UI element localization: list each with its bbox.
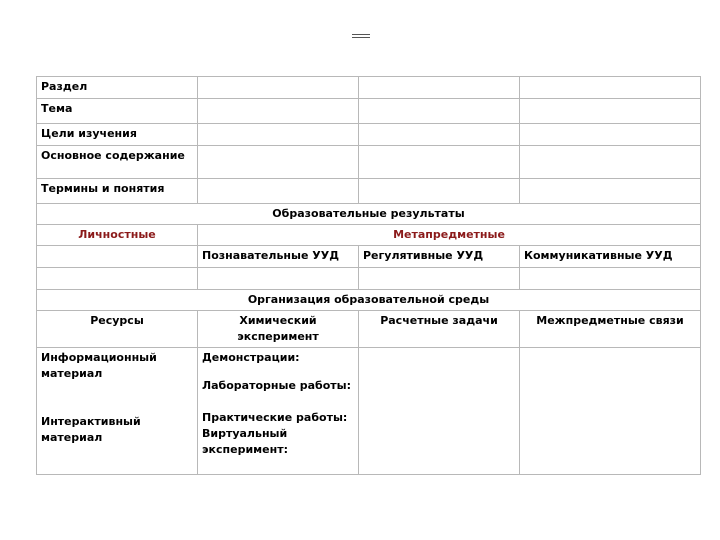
- cell-empty[interactable]: [198, 146, 359, 179]
- cell-empty[interactable]: [520, 146, 701, 179]
- cell-empty[interactable]: [520, 179, 701, 204]
- lab-works-text: Лабораторные работы:: [202, 379, 351, 392]
- row-environment-content: [37, 348, 701, 475]
- cell-empty[interactable]: [359, 99, 520, 124]
- calc-tasks-header: Расчетные задачи: [359, 311, 520, 348]
- row-celi: [37, 124, 701, 146]
- chem-experiment-cell[interactable]: [198, 348, 359, 475]
- cell-empty[interactable]: [37, 246, 198, 268]
- label-celi: Цели изучения: [37, 124, 198, 146]
- cell-empty[interactable]: [37, 268, 198, 290]
- cell-empty[interactable]: [359, 77, 520, 99]
- row-results-groups: [37, 225, 701, 246]
- row-tema: [37, 99, 701, 124]
- regulative-uud-header: Регулятивные УУД: [359, 246, 520, 268]
- row-results-header: [37, 204, 701, 225]
- meta-results-header: Метапредметные: [198, 225, 701, 246]
- virtual-experiment-text: Виртуальный эксперимент:: [202, 427, 288, 456]
- cell-empty[interactable]: [520, 268, 701, 290]
- row-razdel: [37, 77, 701, 99]
- cell-empty[interactable]: [359, 146, 520, 179]
- cell-empty[interactable]: [359, 268, 520, 290]
- cell-empty[interactable]: [520, 124, 701, 146]
- row-results-values: [37, 268, 701, 290]
- resources-cell[interactable]: [37, 348, 198, 475]
- cell-empty[interactable]: [520, 77, 701, 99]
- row-environment-header: [37, 290, 701, 311]
- row-results-subheaders: [37, 246, 701, 268]
- cognitive-uud-header: Познавательные УУД: [198, 246, 359, 268]
- cell-empty[interactable]: [359, 179, 520, 204]
- demos-text: Демонстрации:: [202, 351, 300, 364]
- label-soderzhanie: Основное содержание: [37, 146, 198, 179]
- label-tema: Тема: [37, 99, 198, 124]
- resources-header: Ресурсы: [37, 311, 198, 348]
- environment-header: Организация образовательной среды: [37, 290, 701, 311]
- cell-empty[interactable]: [198, 77, 359, 99]
- label-razdel: Раздел: [37, 77, 198, 99]
- row-terminy: [37, 179, 701, 204]
- interdisciplinary-cell[interactable]: [520, 348, 701, 475]
- info-material-text: Информационный материал: [41, 351, 157, 380]
- practical-works-text: Практические работы:: [202, 411, 348, 424]
- cell-empty[interactable]: [198, 99, 359, 124]
- cell-empty[interactable]: [359, 124, 520, 146]
- communicative-uud-header: Коммуникативные УУД: [520, 246, 701, 268]
- chem-experiment-header: Химический эксперимент: [198, 311, 359, 348]
- results-header: Образовательные результаты: [37, 204, 701, 225]
- interactive-material-text: Интерактивный материал: [41, 415, 141, 444]
- cell-empty[interactable]: [198, 268, 359, 290]
- cell-empty[interactable]: [198, 179, 359, 204]
- row-environment-subheaders: [37, 311, 701, 348]
- interdisciplinary-header: Межпредметные связи: [520, 311, 701, 348]
- cell-empty[interactable]: [198, 124, 359, 146]
- calc-tasks-cell[interactable]: [359, 348, 520, 475]
- lesson-plan-table: [36, 76, 701, 475]
- label-terminy: Термины и понятия: [37, 179, 198, 204]
- title-placeholder-mark: [352, 34, 370, 38]
- row-soderzhanie: [37, 146, 701, 179]
- cell-empty[interactable]: [520, 99, 701, 124]
- personal-results-header: Личностные: [37, 225, 198, 246]
